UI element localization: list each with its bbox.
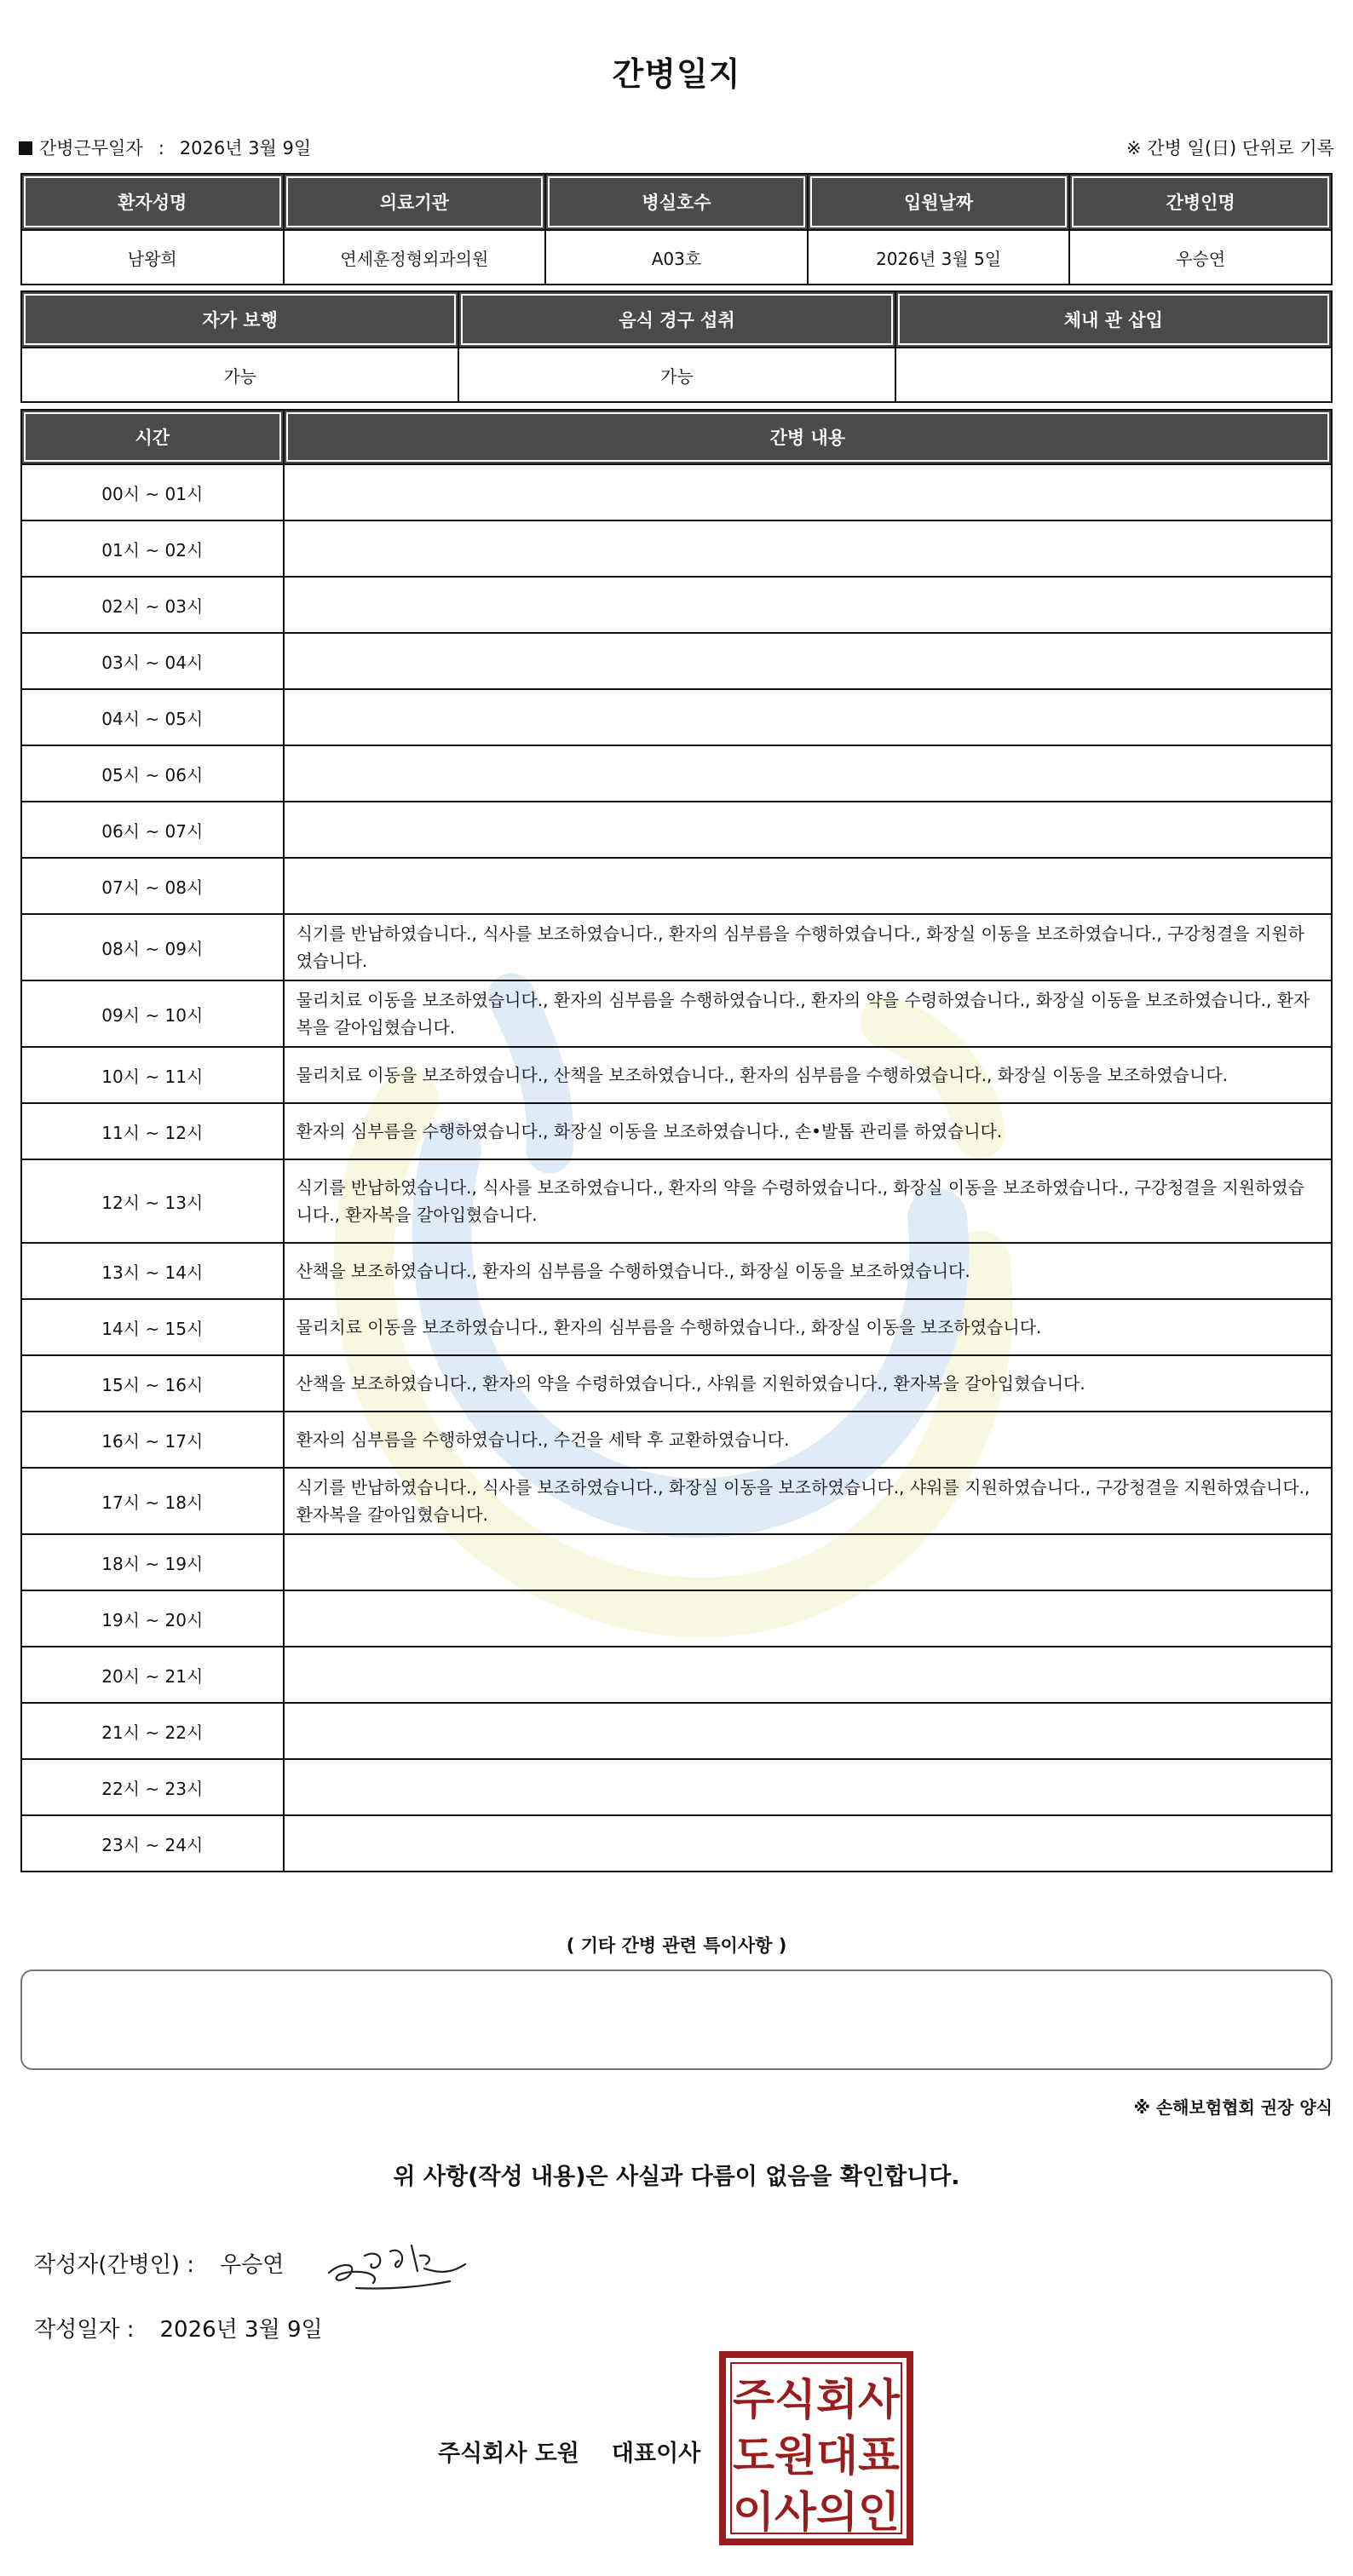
log-time: 13시 ~ 14시: [21, 1243, 284, 1299]
log-content: [284, 1703, 1332, 1759]
header-room-number: 병실호수: [545, 174, 808, 230]
log-row: [21, 1103, 1332, 1159]
svg-text:도원대표: 도원대표: [733, 2431, 901, 2481]
work-date-label: 간병근무일자: [39, 138, 143, 158]
header-hospital: 의료기관: [284, 174, 546, 230]
log-content: [284, 520, 1332, 577]
log-row: [21, 858, 1332, 914]
work-date-value: 2026년 3월 9일: [179, 138, 312, 158]
log-row: [21, 1355, 1332, 1412]
log-time: 02시 ~ 03시: [21, 577, 284, 633]
log-row: [21, 1299, 1332, 1355]
record-unit-note: ※ 간병 일(日) 단위로 기록: [1126, 138, 1334, 158]
log-row: [21, 1647, 1332, 1703]
header-tube-insertion: 체내 관 삽입: [895, 291, 1332, 348]
log-content: [284, 577, 1332, 633]
log-time: 03시 ~ 04시: [21, 633, 284, 689]
caregiver-name-value: 우승연: [1069, 230, 1332, 285]
log-time: 07시 ~ 08시: [21, 858, 284, 914]
special-notes-box: [20, 1969, 1333, 2070]
log-time: 01시 ~ 02시: [21, 520, 284, 577]
log-time: 08시 ~ 09시: [21, 914, 284, 980]
log-row: [21, 1815, 1332, 1872]
log-time: 04시 ~ 05시: [21, 689, 284, 745]
log-content: [284, 633, 1332, 689]
log-row: [21, 1703, 1332, 1759]
write-date-value: 2026년 3월 9일: [159, 2317, 323, 2343]
header-time: 시간: [21, 410, 284, 464]
write-date-label: 작성일자 :: [34, 2317, 135, 2343]
log-time: 14시 ~ 15시: [21, 1299, 284, 1355]
log-time: 00시 ~ 01시: [21, 464, 284, 520]
header-admission-date: 입원날짜: [808, 174, 1070, 230]
work-date-colon: :: [158, 138, 164, 158]
self-walking-value: 가능: [21, 348, 458, 402]
header-care-content: 간병 내용: [284, 410, 1332, 464]
room-number-value: A03호: [545, 230, 808, 285]
log-row: [21, 802, 1332, 858]
writer-line: [34, 2247, 284, 2279]
log-row: [21, 1468, 1332, 1534]
log-content: [284, 689, 1332, 745]
log-content: [284, 1759, 1332, 1815]
log-content: 물리치료 이동을 보조하였습니다., 산책을 보조하였습니다., 환자의 심부름을 수행하였습니다., 화장실 이동을 보조하였습니다.: [284, 1047, 1332, 1103]
hospital-value: 연세훈정형외과의원: [284, 230, 546, 285]
log-content: [284, 464, 1332, 520]
log-row: [21, 1243, 1332, 1299]
header-oral-intake: 음식 경구 섭취: [458, 291, 895, 348]
writer-name: 우승연: [220, 2252, 285, 2278]
log-time: 12시 ~ 13시: [21, 1159, 284, 1243]
meta-row: [19, 129, 1334, 164]
admission-date-value: 2026년 3월 5일: [808, 230, 1070, 285]
log-row: [21, 914, 1332, 980]
log-content: 물리치료 이동을 보조하였습니다., 환자의 심부름을 수행하였습니다., 화장실 이동을 보조하였습니다.: [284, 1299, 1332, 1355]
log-content: [284, 858, 1332, 914]
log-time: 10시 ~ 11시: [21, 1047, 284, 1103]
page-title: 간병일지: [612, 55, 741, 93]
company-seal-stamp: [719, 2351, 913, 2545]
log-row: [21, 1412, 1332, 1468]
log-time: 16시 ~ 17시: [21, 1412, 284, 1468]
log-row: [21, 633, 1332, 689]
log-content: [284, 802, 1332, 858]
company-role: 대표이사: [611, 2441, 701, 2467]
log-row: [21, 689, 1332, 745]
log-time: 20시 ~ 21시: [21, 1647, 284, 1703]
log-time: 18시 ~ 19시: [21, 1534, 284, 1590]
handwritten-signature: [322, 2230, 475, 2298]
log-content: [284, 1534, 1332, 1590]
patient-info-table: [20, 173, 1333, 285]
log-time: 11시 ~ 12시: [21, 1103, 284, 1159]
svg-text:주식회사: 주식회사: [733, 2375, 901, 2424]
company-name: 주식회사 도원: [438, 2441, 579, 2467]
log-time: 19시 ~ 20시: [21, 1590, 284, 1647]
confirmation-statement: 위 사항(작성 내용)은 사실과 다름이 없음을 확인합니다.: [393, 2164, 960, 2190]
log-row: [21, 745, 1332, 802]
log-content: [284, 1815, 1332, 1872]
log-content: [284, 745, 1332, 802]
log-content: [284, 1590, 1332, 1647]
log-time: 23시 ~ 24시: [21, 1815, 284, 1872]
hourly-care-log-table: [20, 409, 1333, 1872]
log-time: 17시 ~ 18시: [21, 1468, 284, 1534]
log-content: 물리치료 이동을 보조하였습니다., 환자의 심부름을 수행하였습니다., 환자의 약을 수령하였습니다., 화장실 이동을 보조하였습니다., 환자복을 갈아입혔습니다.: [284, 980, 1332, 1047]
log-content: 환자의 심부름을 수행하였습니다., 수건을 세탁 후 교환하였습니다.: [284, 1412, 1332, 1468]
log-row: [21, 1590, 1332, 1647]
work-date: [19, 135, 311, 160]
log-row: [21, 464, 1332, 520]
header-caregiver-name: 간병인명: [1069, 174, 1332, 230]
tube-insertion-value: [895, 348, 1332, 402]
log-time: 05시 ~ 06시: [21, 745, 284, 802]
writer-label: 작성자(간병인) :: [34, 2252, 195, 2278]
special-notes-title: ( 기타 간병 관련 특이사항 ): [566, 1935, 787, 1956]
log-content: 산책을 보조하였습니다., 환자의 약을 수령하였습니다., 샤워를 지원하였습니다., 환자복을 갈아입혔습니다.: [284, 1355, 1332, 1412]
log-row: [21, 980, 1332, 1047]
log-row: [21, 520, 1332, 577]
form-source-note: ※ 손해보험협회 권장 양식: [1133, 2097, 1333, 2118]
log-time: 06시 ~ 07시: [21, 802, 284, 858]
log-content: 환자의 심부름을 수행하였습니다., 화장실 이동을 보조하였습니다., 손•발톱 관리를 하였습니다.: [284, 1103, 1332, 1159]
company-line: [438, 2435, 700, 2468]
log-time: 21시 ~ 22시: [21, 1703, 284, 1759]
log-rows: [21, 464, 1332, 1872]
oral-intake-value: 가능: [458, 348, 895, 402]
log-time: 09시 ~ 10시: [21, 980, 284, 1047]
patient-status-table: [20, 290, 1333, 403]
log-content: [284, 1647, 1332, 1703]
square-bullet-icon: [19, 141, 32, 155]
log-time: 15시 ~ 16시: [21, 1355, 284, 1412]
header-patient-name: 환자성명: [21, 174, 284, 230]
log-time: 22시 ~ 23시: [21, 1759, 284, 1815]
log-row: [21, 1534, 1332, 1590]
log-row: [21, 1047, 1332, 1103]
write-date-line: [34, 2312, 323, 2343]
patient-name-value: 남왕희: [21, 230, 284, 285]
log-row: [21, 1159, 1332, 1243]
log-row: [21, 577, 1332, 633]
log-content: 식기를 반납하였습니다., 식사를 보조하였습니다., 화장실 이동을 보조하였습니다., 샤워를 지원하였습니다., 구강청결을 지원하였습니다., 환자복을 갈아입혔습니다.: [284, 1468, 1332, 1534]
svg-text:이사의인: 이사의인: [733, 2487, 900, 2537]
log-row: [21, 1759, 1332, 1815]
log-content: 산책을 보조하였습니다., 환자의 심부름을 수행하였습니다., 화장실 이동을 보조하였습니다.: [284, 1243, 1332, 1299]
header-self-walking: 자가 보행: [21, 291, 458, 348]
log-content: 식기를 반납하였습니다., 식사를 보조하였습니다., 환자의 약을 수령하였습니다., 화장실 이동을 보조하였습니다., 구강청결을 지원하였습니다., 환자복을 갈아입혔습니다.: [284, 1159, 1332, 1243]
log-content: 식기를 반납하였습니다., 식사를 보조하였습니다., 환자의 심부름을 수행하였습니다., 화장실 이동을 보조하였습니다., 구강청결을 지원하였습니다.: [284, 914, 1332, 980]
